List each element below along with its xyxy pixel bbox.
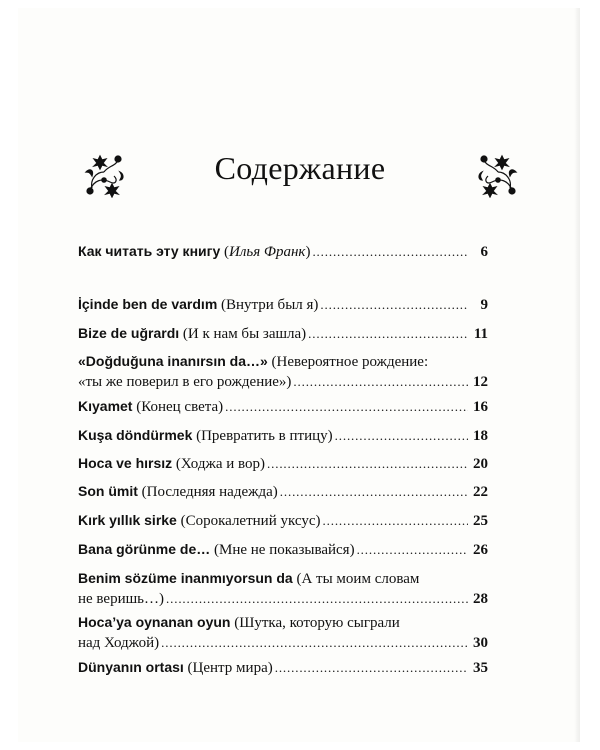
toc-entry[interactable] [78, 295, 488, 315]
toc-entry-title: Hoca ve hırsız [78, 455, 173, 471]
toc-entry-title: «Doğduğuna inanırsın da…» [78, 353, 268, 369]
toc-page-number: 26 [473, 542, 488, 558]
toc-entry-translation: (Сорокалетний уксус) [176, 513, 321, 529]
page-title: Содержание [214, 150, 386, 186]
toc-entry-translation: (Мне не показывайся) [210, 542, 355, 558]
dot-leader [166, 589, 468, 608]
dot-leader [267, 454, 468, 473]
toc-entry-title: Kıyamet [78, 398, 133, 414]
toc-entry-title: Benim sözüme inanmıyorsun da [78, 570, 293, 586]
toc-page-number: 20 [473, 456, 488, 472]
dot-leader [275, 658, 468, 677]
toc-entry[interactable] [78, 352, 488, 392]
toc-entry-translation: (Конец света) [132, 399, 224, 415]
toc-entry[interactable] [78, 540, 488, 560]
toc-entry-title: Bana görünme de… [78, 541, 211, 557]
toc-entry-translation: (Последняя надежда) [137, 484, 278, 500]
dot-leader [293, 372, 468, 391]
toc-entry-translation: (А ты моим словам [292, 571, 420, 587]
toc-page-number: 30 [473, 635, 488, 651]
toc-entry-title: İçinde ben de vardım [78, 296, 218, 312]
toc-entry[interactable] [78, 658, 488, 678]
page-edge-shadow [574, 8, 580, 742]
toc-page-number: 6 [480, 244, 488, 260]
toc-entry-translation: (Центр мира) [183, 660, 273, 676]
toc-entry[interactable]: Как читать эту книгу (Илья Франк) . . . 6 [78, 242, 488, 262]
toc-entry-title: Kırk yıllık sirke [78, 512, 177, 528]
dot-leader [225, 397, 468, 416]
toc-entry[interactable] [78, 324, 488, 344]
toc-entry-translation: (Невероятное рождение: [267, 354, 429, 370]
table-of-contents [78, 0, 488, 750]
toc-page-number: 12 [473, 374, 488, 390]
toc-entry-title: Dünyanın ortası [78, 659, 184, 675]
toc-entry[interactable] [78, 613, 488, 653]
toc-entry-title: Как читать эту книгу [78, 243, 221, 259]
toc-entry-translation: (Ходжа и вор) [172, 456, 266, 472]
toc-page-number: 18 [473, 428, 488, 444]
dot-leader [320, 295, 468, 314]
toc-entry[interactable] [78, 397, 488, 417]
toc-entry-translation-cont: над Ходжой) [78, 635, 160, 651]
toc-entry[interactable] [78, 569, 488, 609]
toc-entry-translation: (И к нам бы зашла) [179, 326, 307, 342]
toc-page-number: 16 [473, 399, 488, 415]
toc-entry[interactable] [78, 454, 488, 474]
toc-entry-title: Bize de uğrardı [78, 325, 180, 341]
toc-page-number: 25 [473, 513, 488, 529]
toc-entry-title: Son ümit [78, 483, 138, 499]
toc-entry-translation: (Шутка, которую сыграли [230, 615, 400, 631]
toc-page-number: 35 [473, 660, 488, 676]
toc-entry-translation-cont: не веришь…) [78, 591, 165, 607]
toc-entry-translation: (Внутри был я) [217, 297, 319, 313]
toc-entry-title: Hoca’ya oynanan oyun [78, 614, 231, 630]
dot-leader [335, 426, 468, 445]
toc-entry[interactable] [78, 482, 488, 502]
toc-page-number: 9 [480, 297, 488, 313]
dot-leader [161, 633, 468, 652]
toc-page-number: 28 [473, 591, 488, 607]
dot-leader [357, 540, 468, 559]
toc-entry[interactable] [78, 511, 488, 531]
toc-page-number: 22 [473, 484, 488, 500]
dot-leader [323, 511, 468, 530]
toc-entry[interactable] [78, 426, 488, 446]
dot-leader [280, 482, 468, 501]
toc-entry-author: Илья Франк [229, 244, 306, 260]
toc-entry-translation-cont: «ты же поверил в его рождение») [78, 374, 292, 390]
dot-leader [308, 324, 468, 343]
toc-entry-title: Kuşa döndürmek [78, 427, 193, 443]
dot-leader [312, 242, 468, 261]
toc-page-number: 11 [473, 326, 488, 342]
toc-entry-translation: (Превратить в птицу) [192, 428, 333, 444]
